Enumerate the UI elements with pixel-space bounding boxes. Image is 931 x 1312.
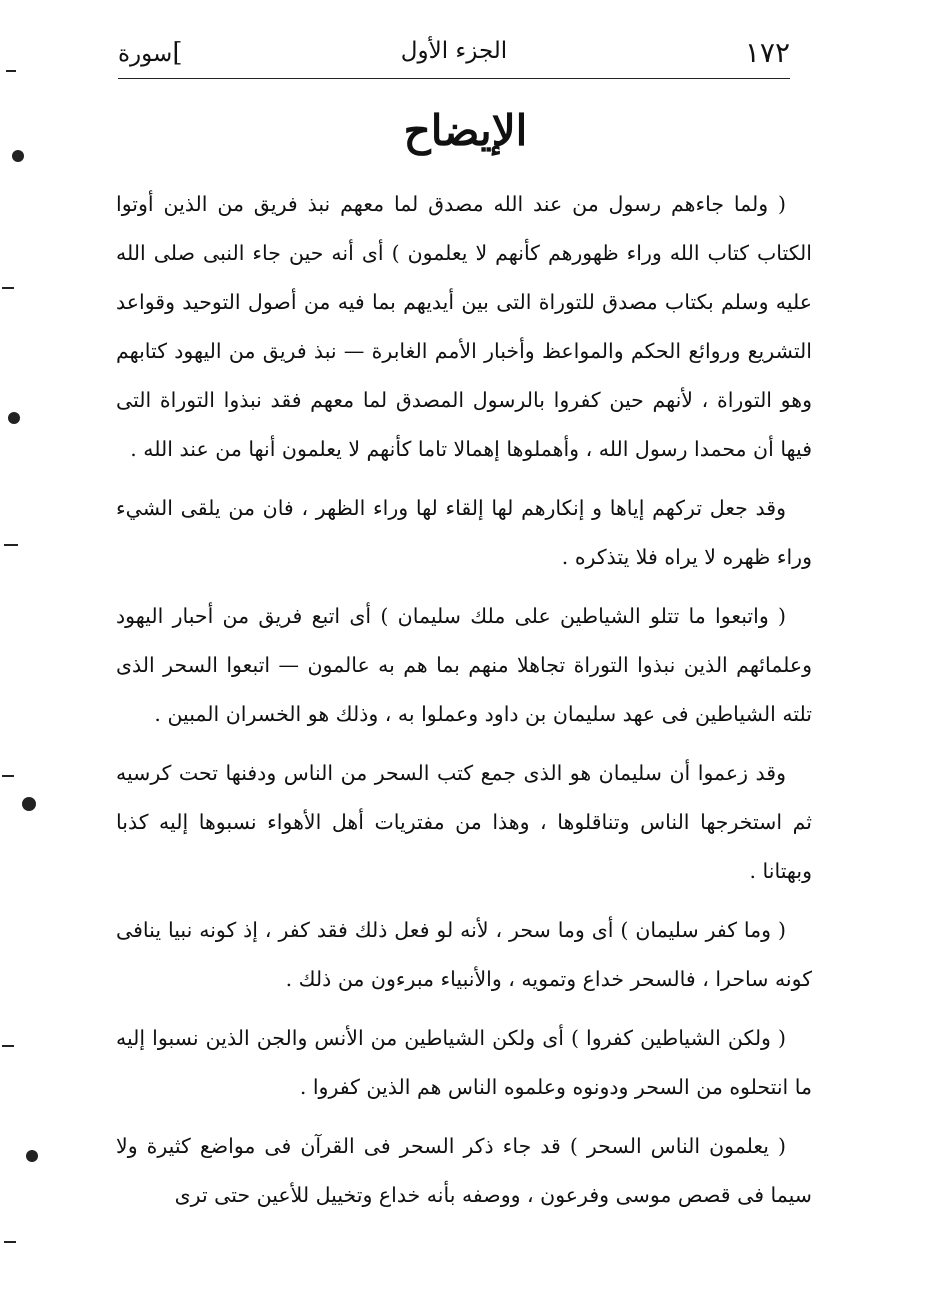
ink-blot — [12, 150, 24, 162]
margin-tick — [2, 287, 14, 289]
page-number: ١٧٢ — [744, 36, 790, 69]
margin-tick — [2, 1045, 14, 1047]
ink-blot — [22, 797, 36, 811]
margin-tick — [4, 1241, 16, 1243]
paragraph: ( واتبعوا ما تتلو الشياطين على ملك سليمان ) أى اتبع فريق من أحبار اليهود وعلمائهم الذين نبذوا التوراة تجاهلا منهم بما هم به عالمون — اتبعوا السحر الذى تلته الشياطين فى عهد سليمان بن داود وعملوا به ، وذلك هو الخسران المبين . — [116, 604, 812, 726]
scan-margin-marks — [0, 0, 40, 1312]
part-title: الجزء الأول — [400, 38, 508, 64]
surah-bracket: [ — [172, 38, 183, 68]
margin-tick — [4, 544, 18, 546]
surah-label-text: سورة — [118, 41, 173, 67]
ink-blot — [8, 412, 20, 424]
page-header — [118, 34, 790, 79]
section-title: الإيضاح — [403, 106, 528, 155]
body-text — [116, 180, 812, 1230]
paragraph: ( ولما جاءهم رسول من عند الله مصدق لما معهم نبذ فريق من الذين أوتوا الكتاب كتاب الله وراء ظهورهم كأنهم لا يعلمون ) أى أنه حين جاء النبى صلى الله عليه وسلم بكتاب مصدق للتوراة التى بين أيديهم بما فيه من أصول التوحيد وقواعد التشريع وروائع الحكم والمواعظ وأخبار الأمم الغابرة — نبذ فريق من اليهود كتابهم وهو التوراة ، لأنهم حين كفروا بالرسول المصدق لما معهم فقد نبذوا التوراة التى فيها أن محمدا رسول الله ، وأهملوها إهمالا تاما كأنهم لا يعلمون أنها من عند الله . — [116, 192, 812, 461]
margin-tick — [2, 775, 14, 777]
ink-blot — [26, 1150, 38, 1162]
paragraph: ( وما كفر سليمان ) أى وما سحر ، لأنه لو فعل ذلك فقد كفر ، إذ كونه نبيا ينافى كونه ساحرا ، فالسحر خداع وتمويه ، والأنبياء مبرءون من ذلك . — [116, 918, 812, 991]
paragraph: ( يعلمون الناس السحر ) قد جاء ذكر السحر فى القرآن فى مواضع كثيرة ولا سيما فى قصص موسى وفرعون ، ووصفه بأنه خداع وتخييل للأعين حتى ترى — [116, 1134, 812, 1207]
paragraph: وقد جعل تركهم إياها و إنكارهم لها إلقاء لها وراء الظهر ، فان من يلقى الشيء وراء ظهره لا يراه فلا يتذكره . — [116, 496, 812, 569]
paragraph: ( ولكن الشياطين كفروا ) أى ولكن الشياطين من الأنس والجن الذين نسبوا إليه ما انتحلوه من السحر ودونوه وعلموه الناس هم الذين كفروا . — [116, 1026, 812, 1099]
margin-tick — [6, 70, 16, 72]
paragraph: وقد زعموا أن سليمان هو الذى جمع كتب السحر من الناس ودفنها تحت كرسيه ثم استخرجها الناس وتناقلوها ، وهذا من مفتريات أهل الأهواء نسبوها إليه كذبا وبهتانا . — [116, 761, 812, 883]
surah-label — [118, 38, 188, 68]
